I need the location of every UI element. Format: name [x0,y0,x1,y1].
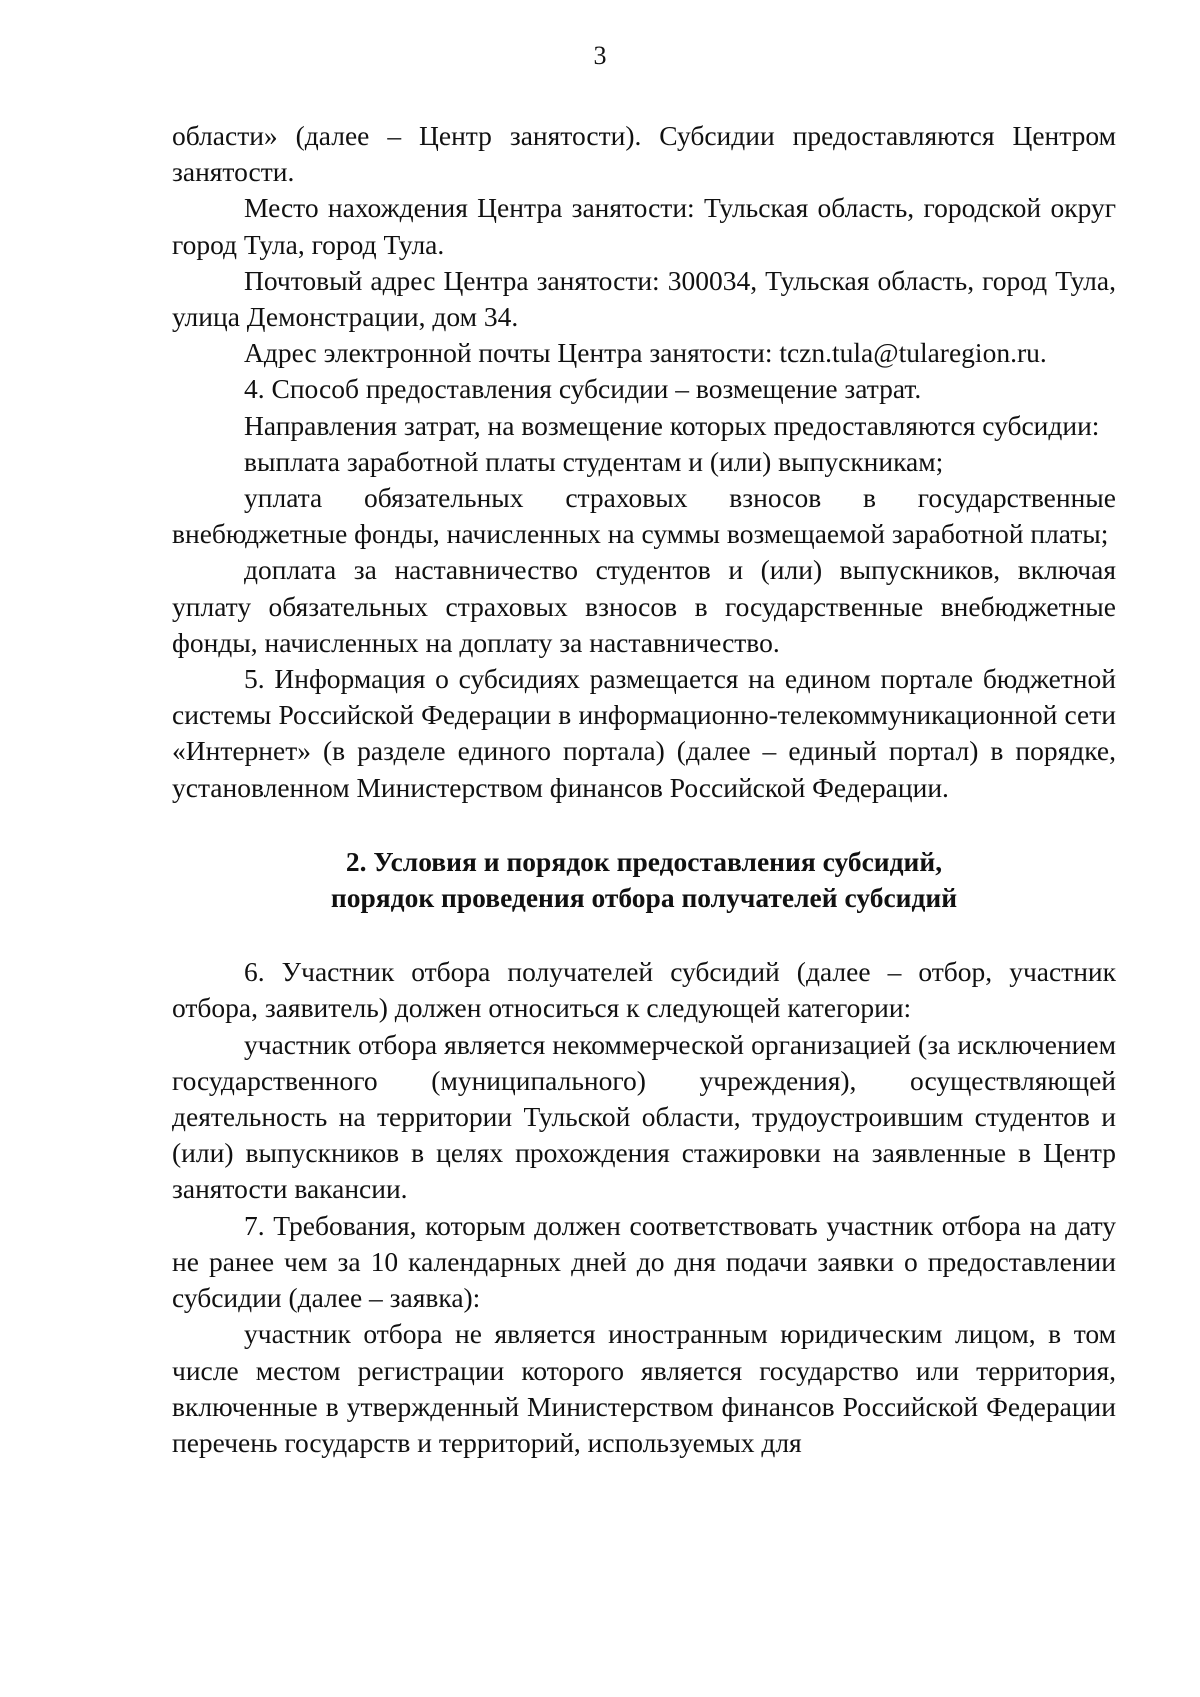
paragraph: Место нахождения Центра занятости: Тульская область, городской округ город Тула, город Тула. [172,192,1116,260]
paragraph: области» (далее – Центр занятости). Субсидии предоставляются Центром занятости. [172,120,1116,188]
paragraphs-top [172,118,1116,806]
paragraph: 6. Участник отбора получателей субсидий (далее – отбор, участник отбора, заявитель) должен относиться к следующей категории: [172,956,1116,1024]
page-number: 3 [593,41,607,70]
paragraph: 5. Информация о субсидиях размещается на едином портале бюджетной системы Российской Федерации в информационно-телекоммуникационной сети «Интернет» (в разделе единого портала) (далее – единый портал) в порядке, установленном Министерством финансов Российской Федерации. [172,663,1116,803]
paragraph: уплата обязательных страховых взносов в государственные внебюджетные фонды, начисленных на суммы возмещаемой заработной платы; [172,482,1116,550]
paragraph: 7. Требования, которым должен соответствовать участник отбора на дату не ранее чем за 10 календарных дней до дня подачи заявки о предоставлении субсидии (далее – заявка): [172,1209,1116,1314]
paragraph: участник отбора не является иностранным юридическим лицом, в том числе местом регистрации которого является государство или территория, включенные в утвержденный Министерством финансов Российской Федерации перечень государств и территорий, используемых для [172,1318,1116,1458]
paragraphs-bottom [172,954,1116,1461]
paragraph: выплата заработной платы студентам и (или) выпускникам; [244,445,944,477]
section-heading [172,844,1116,916]
paragraph: участник отбора является некоммерческой организацией (за исключением государственного (муниципального) учреждения), осуществляющей деятельность на территории Тульской области, трудоустроившим студентов и (или) выпускников в целях прохождения стажировки на заявленные в Центр занятости вакансии. [172,1028,1116,1205]
paragraph: 4. Способ предоставления субсидии – возмещение затрат. [244,373,922,405]
document-body [172,118,1116,1461]
paragraph: доплата за наставничество студентов и (или) выпускников, включая уплату обязательных страховых взносов в государственные внебюджетные фонды, начисленных на доплату за наставничество. [172,554,1116,658]
paragraph: Почтовый адрес Центра занятости: 300034, Тульская область, город Тула, улица Демонстрации, дом 34. [172,264,1116,333]
section-heading-line: порядок проведения отбора получателей субсидий [330,882,958,914]
paragraph: Направления затрат, на возмещение которых предоставляются субсидии: [244,409,1100,441]
paragraph: Адрес электронной почты Центра занятости: tczn.tula@tularegion.ru. [244,337,1047,369]
section-heading-line: 2. Условия и порядок предоставления субсидий, [345,845,943,877]
